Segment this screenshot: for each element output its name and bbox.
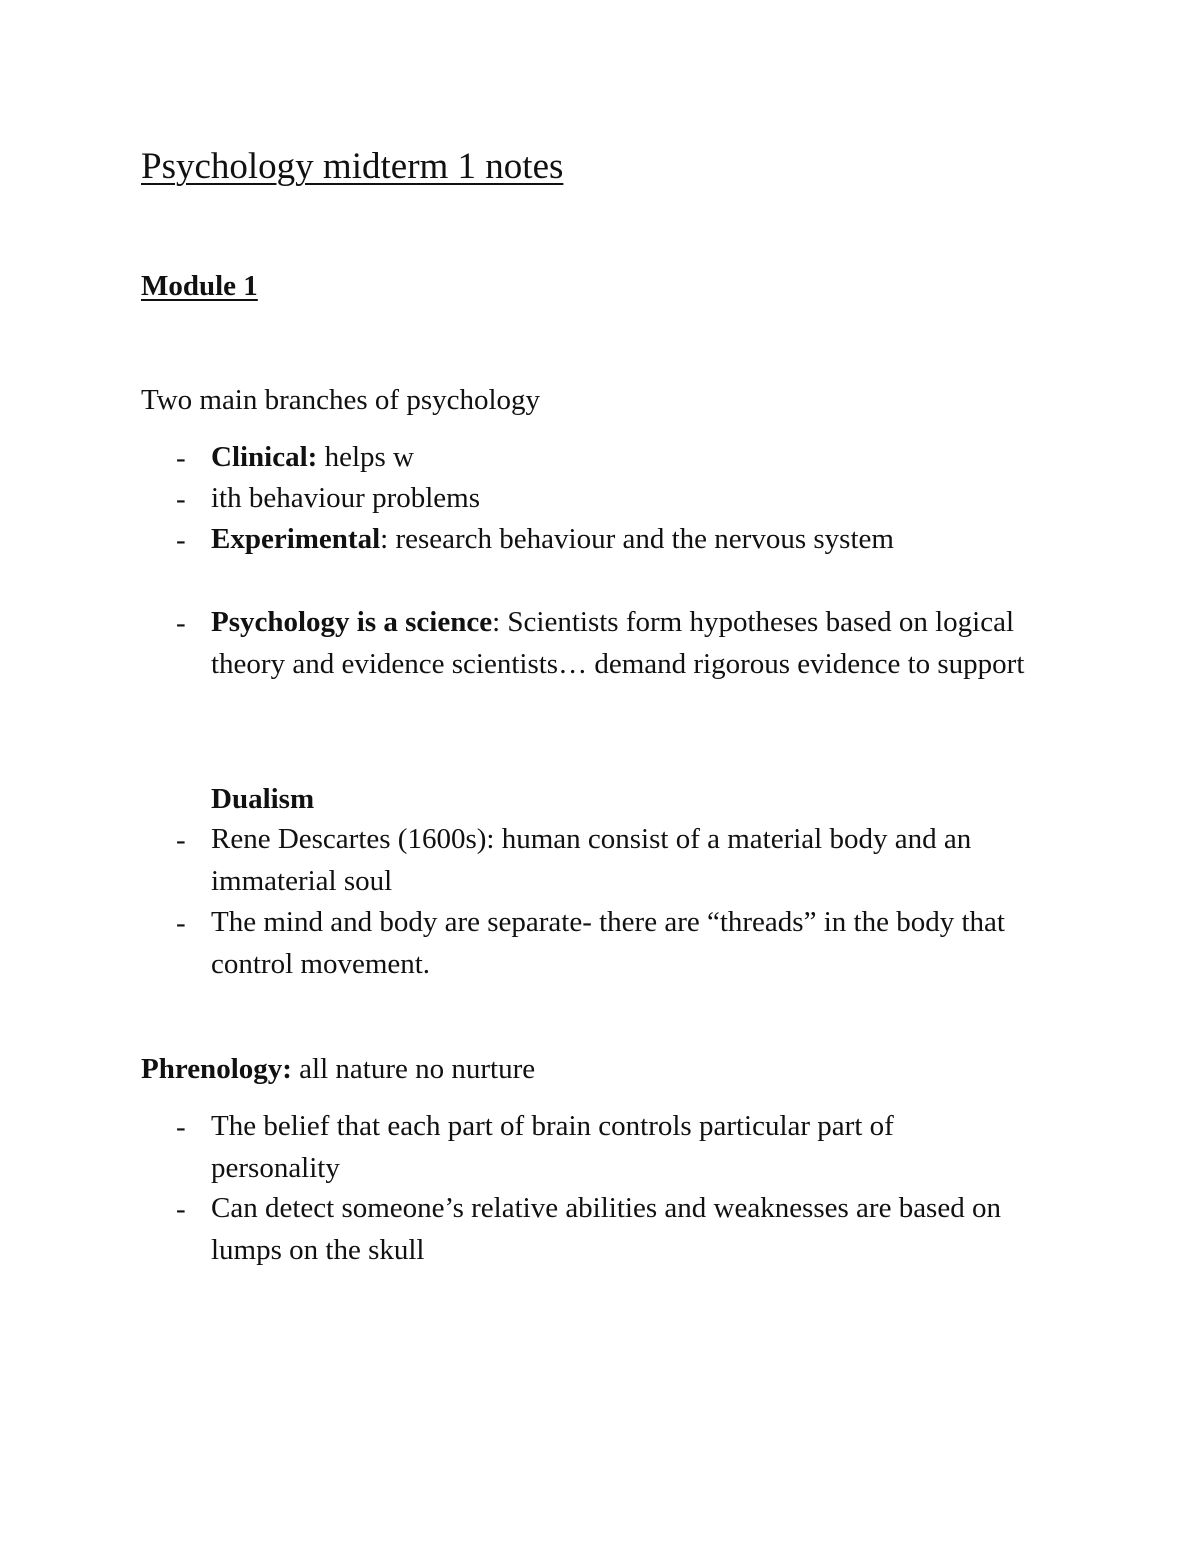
branch-item-continued — [211, 477, 1061, 519]
branch-item-experimental — [211, 518, 1061, 560]
science-text: : Scientists form hypotheses based on logical theory and evidence scientists… demand rigorous evidence to support — [211, 606, 1025, 680]
phrenology-item: Can detect someone’s relative abilities and weaknesses are based on lumps on the skull — [211, 1192, 1001, 1266]
bullet-dash: - — [176, 824, 186, 856]
science-term: Psychology is a science — [211, 606, 493, 638]
branch-text: ith behaviour problems — [211, 482, 481, 514]
bullet-dash: - — [176, 442, 186, 474]
branch-term: Clinical: — [211, 441, 318, 473]
module-heading: Module 1 — [141, 270, 258, 302]
branch-text: helps w — [317, 441, 415, 473]
bullet-dash: - — [176, 607, 186, 639]
branch-term: Experimental — [211, 523, 381, 555]
branch-text: : research behaviour and the nervous system — [380, 523, 894, 555]
bullet-dash: - — [176, 1111, 186, 1143]
page-title: Psychology midterm 1 notes — [141, 146, 564, 187]
science-item — [211, 601, 1056, 685]
phrenology-item: The belief that each part of brain controls particular part of personality — [211, 1110, 894, 1184]
dualism-item: Rene Descartes (1600s): human consist of a material body and an immaterial soul — [211, 823, 972, 897]
phrenology-term: Phrenology: — [141, 1053, 292, 1085]
bullet-dash: - — [176, 524, 186, 556]
branch-item-clinical — [211, 436, 1061, 478]
bullet-dash: - — [176, 907, 186, 939]
dualism-item: The mind and body are separate- there are “threads” in the body that control movement. — [211, 906, 1005, 980]
bullet-dash: - — [176, 1193, 186, 1225]
dualism-heading: Dualism — [211, 783, 315, 815]
branches-intro: Two main branches of psychology — [141, 384, 541, 416]
bullet-dash: - — [176, 483, 186, 515]
phrenology-text: all nature no nurture — [291, 1053, 536, 1085]
phrenology-heading — [141, 1051, 535, 1087]
